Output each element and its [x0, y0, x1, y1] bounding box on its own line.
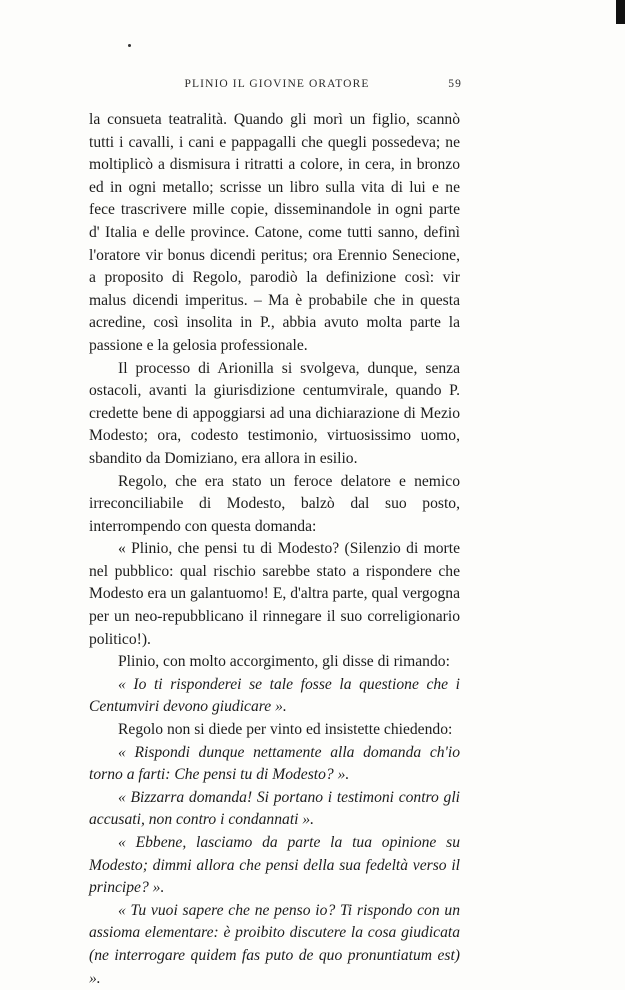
paragraph: « Plinio, che pensi tu di Modesto? (Silenzio di morte nel pubblico: qual rischio sarebbe stato a rispondere che Modesto era un galantuomo! E, d'altra parte, qual vergogna per un neo-repubblicano il rinnegare il suo correligionario politico!). — [89, 540, 460, 648]
body-text — [89, 109, 460, 990]
dialogue-line: « Tu vuoi sapere che ne penso io? Ti rispondo con un assioma elementare: è proibito discutere la cosa giudicata (ne interrogare quidem fas puto de quo pronuntiatum est) ». — [89, 901, 460, 987]
paper-speck — [128, 44, 131, 47]
paragraph: Il processo di Arionilla si svolgeva, dunque, senza ostacoli, avanti la giurisdizione centumvirale, quando P. credette bene di appoggiarsi ad una dichiarazione di Mezio Modesto; ora, codesto testimonio, virtuosissimo uomo, sbandito da Domiziano, era allora in esilio. — [89, 359, 460, 467]
paragraph: la consueta teatralità. Quando gli morì un figlio, scannò tutti i cavalli, i cani e pappagalli che quegli possedeva; ne moltiplicò a dismisura i ritratti a colore, in cera, in bronzo ed in ogni metallo; scrisse un libro sulla vita di lui e ne fece trascrivere mille copie, disseminandole in ogni parte d' Italia e delle province. Catone, come tutti sanno, definì l'oratore vir bonus dicendi peritus; ora Erennio Senecione, a proposito di Regolo, parodiò la definizione così: vir malus dicendi imperitus. – Ma è probabile che in questa acredine, così insolita in P., abbia avuto molta parte la passione e la gelosia professionale. — [89, 111, 460, 354]
running-title: PLINIO IL GIOVINE ORATORE — [184, 78, 370, 90]
paragraph: Plinio, con molto accorgimento, gli disse di rimando: — [118, 653, 450, 671]
dialogue-line: « Io ti risponderei se tale fosse la questione che i Centumviri devono giudicare ». — [89, 675, 460, 716]
dialogue-line: « Ebbene, lasciamo da parte la tua opinione su Modesto; dimmi allora che pensi della sua fedeltà verso il principe? ». — [89, 834, 460, 897]
dialogue-line: « Rispondi dunque nettamente alla domanda ch'io torno a farti: Che pensi tu di Modesto? ». — [89, 743, 460, 784]
page-number: 59 — [448, 78, 462, 90]
paragraph: Regolo, che era stato un feroce delatore e nemico irreconciliabile di Modesto, balzò dal suo posto, interrompendo con questa domanda: — [89, 472, 460, 535]
dialogue-line: « Bizzarra domanda! Si portano i testimoni contro gli accusati, non contro i condannati ». — [89, 788, 460, 829]
paragraph: Regolo non si diede per vinto ed insistette chiedendo: — [118, 721, 453, 739]
page-edge-mark — [616, 0, 625, 24]
